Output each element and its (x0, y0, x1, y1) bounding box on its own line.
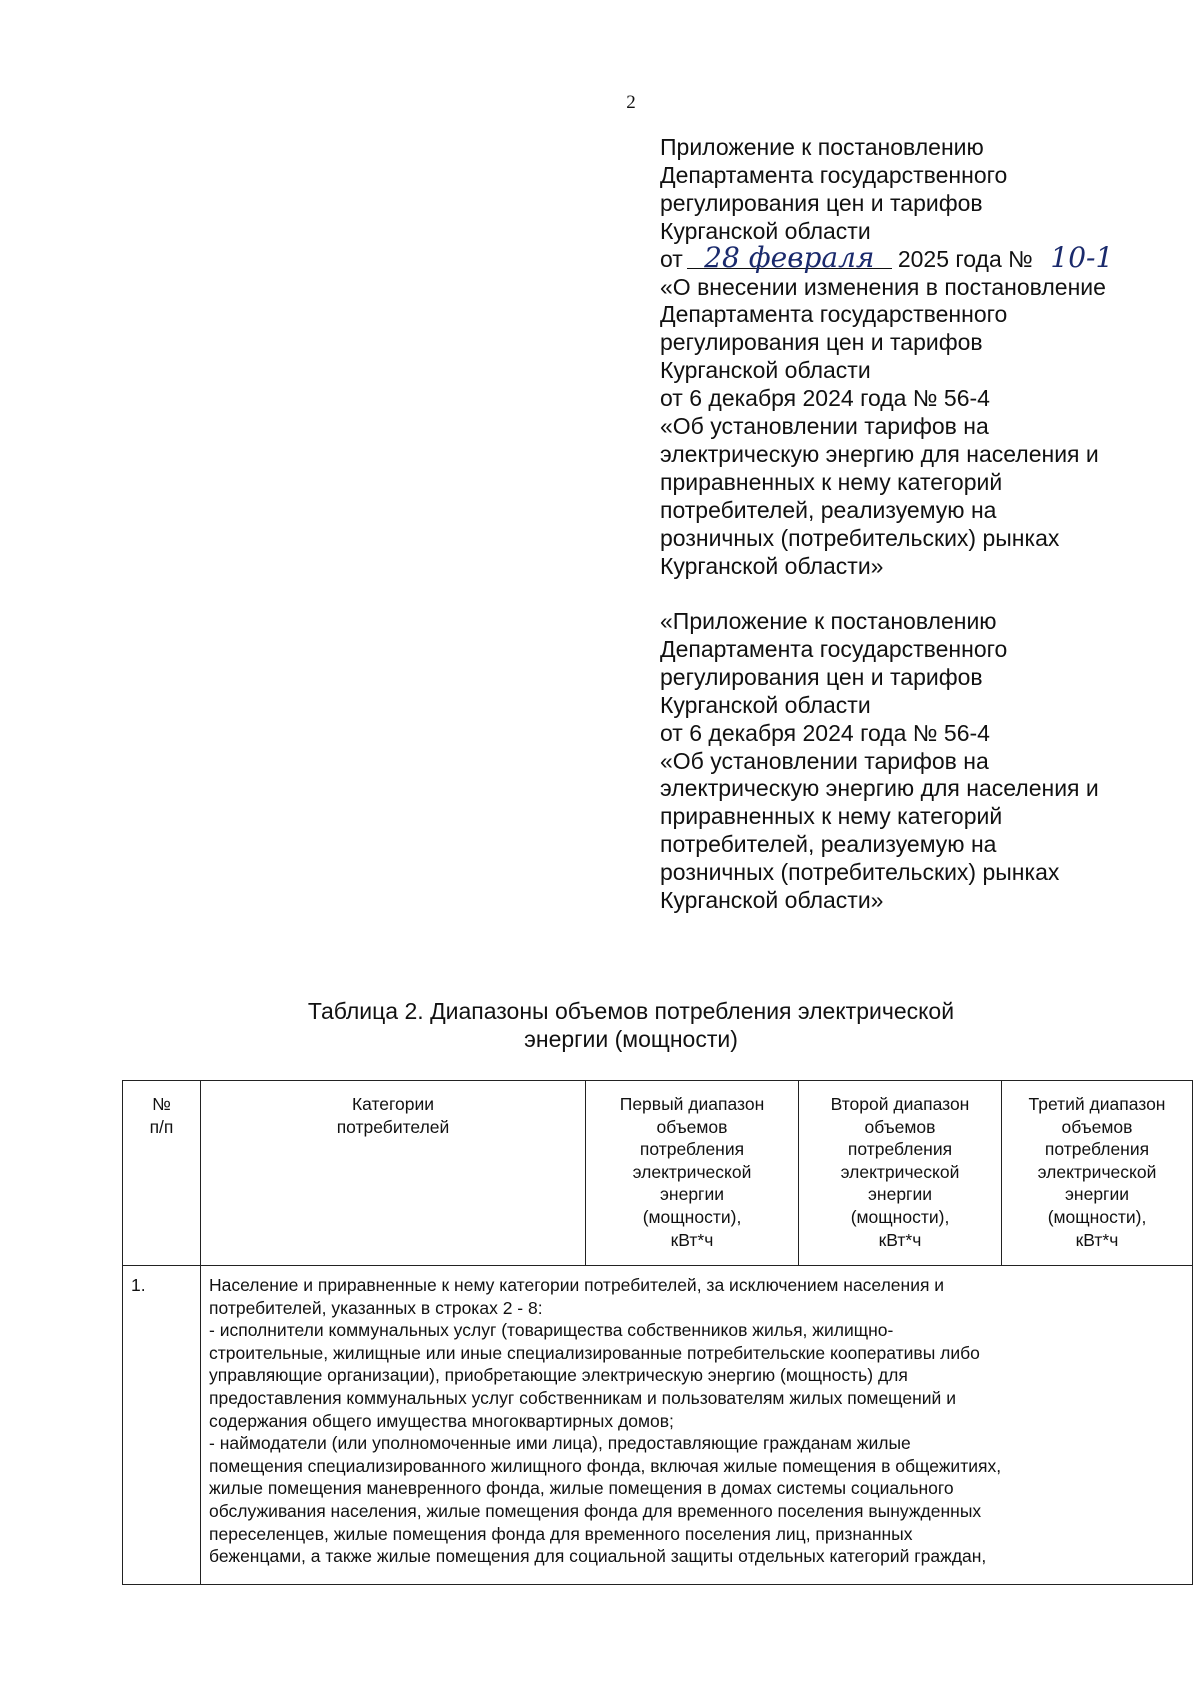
annex-line: приравненных к нему категорий (660, 468, 1003, 495)
table-title-line: Таблица 2. Диапазоны объемов потребления электрической (307, 998, 955, 1024)
header-text: объемов (656, 1116, 728, 1137)
annex-line: розничных (потребительских) рынках (660, 524, 1060, 551)
page-number: 2 (626, 92, 636, 113)
header-first-range (586, 1081, 799, 1266)
annex-line: Курганской области (660, 691, 871, 718)
annex-line: «О внесении изменения в постановление (660, 273, 1106, 300)
header-text: (мощности), (642, 1206, 742, 1227)
header-text: потребителей (336, 1116, 450, 1137)
header-text: Второй диапазон (830, 1094, 970, 1114)
annex-line: потребителей, реализуемую на (660, 496, 997, 523)
handwritten-number: 10-1 (1050, 240, 1114, 274)
annex-date-line (660, 240, 1200, 274)
header-text: энергии (660, 1184, 724, 1205)
header-text: (мощности), (850, 1206, 950, 1227)
date-day-blank (687, 240, 892, 274)
header-text: кВт*ч (878, 1229, 922, 1250)
header-text: энергии (1065, 1184, 1129, 1205)
table-row (123, 1266, 1193, 1585)
header-text: потребления (847, 1139, 953, 1160)
annex-line: «Об установлении тарифов на (660, 413, 989, 440)
number-blank (1037, 240, 1127, 274)
header-text: электрической (840, 1161, 960, 1182)
annex-line: регулирования цен и тарифов (660, 663, 983, 690)
header-number (123, 1081, 201, 1266)
header-categories (201, 1081, 586, 1266)
date-year-text: 2025 года № (897, 245, 1033, 272)
row-text-line: помещения специализированного жилищного фонда, включая жилые помещения в общежитиях, (209, 1455, 1002, 1476)
annex-line: Департамента государственного (660, 161, 1008, 188)
annex-line: от 6 декабря 2024 года № 56-4 (660, 719, 990, 746)
row-text-line: обслуживания населения, жилые помещения фонда для временного поселения вынужденных (209, 1500, 982, 1521)
header-text: кВт*ч (670, 1229, 714, 1250)
header-text: Третий диапазон (1028, 1094, 1166, 1114)
annex-line: электрическую энергию для населения и (660, 775, 1099, 802)
row-category-text (201, 1266, 1193, 1585)
annex-line: приравненных к нему категорий (660, 803, 1003, 830)
date-prefix: от (660, 245, 683, 272)
header-text: (мощности), (1047, 1206, 1147, 1227)
annex-line: Курганской области» (660, 552, 884, 579)
annex-line: потребителей, реализуемую на (660, 831, 997, 858)
header-second-range (799, 1081, 1002, 1266)
header-text: п/п (149, 1116, 174, 1137)
annex-original-header-block (660, 608, 1200, 915)
header-text: электрической (1037, 1161, 1157, 1182)
row-text-line: жилые помещения маневренного фонда, жилые помещения в домах системы социального (209, 1478, 954, 1499)
annex-line: Курганской области (660, 217, 871, 244)
table-header-row (123, 1081, 1193, 1266)
row-text-line: Население и приравненные к нему категории потребителей, за исключением населения и (209, 1275, 945, 1295)
table-header (123, 1081, 1193, 1266)
header-text: электрической (632, 1161, 752, 1182)
annex-line: Приложение к постановлению (660, 134, 984, 160)
header-text: потребления (1044, 1139, 1150, 1160)
row-text-line: переселенцев, жилые помещения фонда для временного поселения лиц, признанных (209, 1523, 913, 1544)
row-text-line: беженцами, а также жилые помещения для социальной защиты отдельных категорий граждан, (209, 1546, 987, 1567)
header-text: объемов (864, 1116, 936, 1137)
consumption-ranges-table (122, 1080, 1193, 1585)
header-text: потребления (639, 1139, 745, 1160)
header-text: № (152, 1094, 171, 1114)
annex-line: «Приложение к постановлению (660, 608, 997, 634)
annex-line: «Об установлении тарифов на (660, 747, 989, 774)
table-body (123, 1266, 1193, 1585)
row-text-line: строительные, жилищные или иные специализированные потребительские кооперативы либо (209, 1342, 980, 1363)
row-text-line: потребителей, указанных в строках 2 - 8: (209, 1297, 543, 1318)
annex-line: электрическую энергию для населения и (660, 440, 1099, 467)
header-text: энергии (868, 1184, 932, 1205)
annex-header-block (660, 134, 1200, 581)
header-text: Первый диапазон (619, 1094, 765, 1114)
table-title (0, 997, 1200, 1053)
row-text-line: - исполнители коммунальных услуг (товарищества собственников жилья, жилищно- (209, 1320, 894, 1341)
annex-line: Курганской области (660, 357, 871, 384)
row-text-line: предоставления коммунальных услуг собственникам и пользователям жилых помещений и (209, 1387, 956, 1408)
annex-line: регулирования цен и тарифов (660, 189, 983, 216)
header-third-range (1002, 1081, 1193, 1266)
header-text: кВт*ч (1075, 1229, 1119, 1250)
annex-line: розничных (потребительских) рынках (660, 859, 1060, 886)
annex-line: Департамента государственного (660, 635, 1008, 662)
header-text: объемов (1061, 1116, 1133, 1137)
row-text-line: содержания общего имущества многоквартирных домов; (209, 1410, 674, 1431)
row-text-line: управляющие организации), приобретающие электрическую энергию (мощность) для (209, 1365, 908, 1386)
table-title-line: энергии (мощности) (524, 1026, 738, 1052)
annex-line: регулирования цен и тарифов (660, 329, 983, 356)
handwritten-date: 28 февраля (704, 240, 875, 274)
annex-line: Департамента государственного (660, 301, 1008, 328)
header-text: Категории (351, 1094, 435, 1114)
row-number: 1. (123, 1266, 201, 1585)
row-text-line: - наймодатели (или уполномоченные ими лица), предоставляющие гражданам жилые (209, 1433, 911, 1454)
annex-line: от 6 декабря 2024 года № 56-4 (660, 385, 990, 412)
annex-line: Курганской области» (660, 887, 884, 914)
